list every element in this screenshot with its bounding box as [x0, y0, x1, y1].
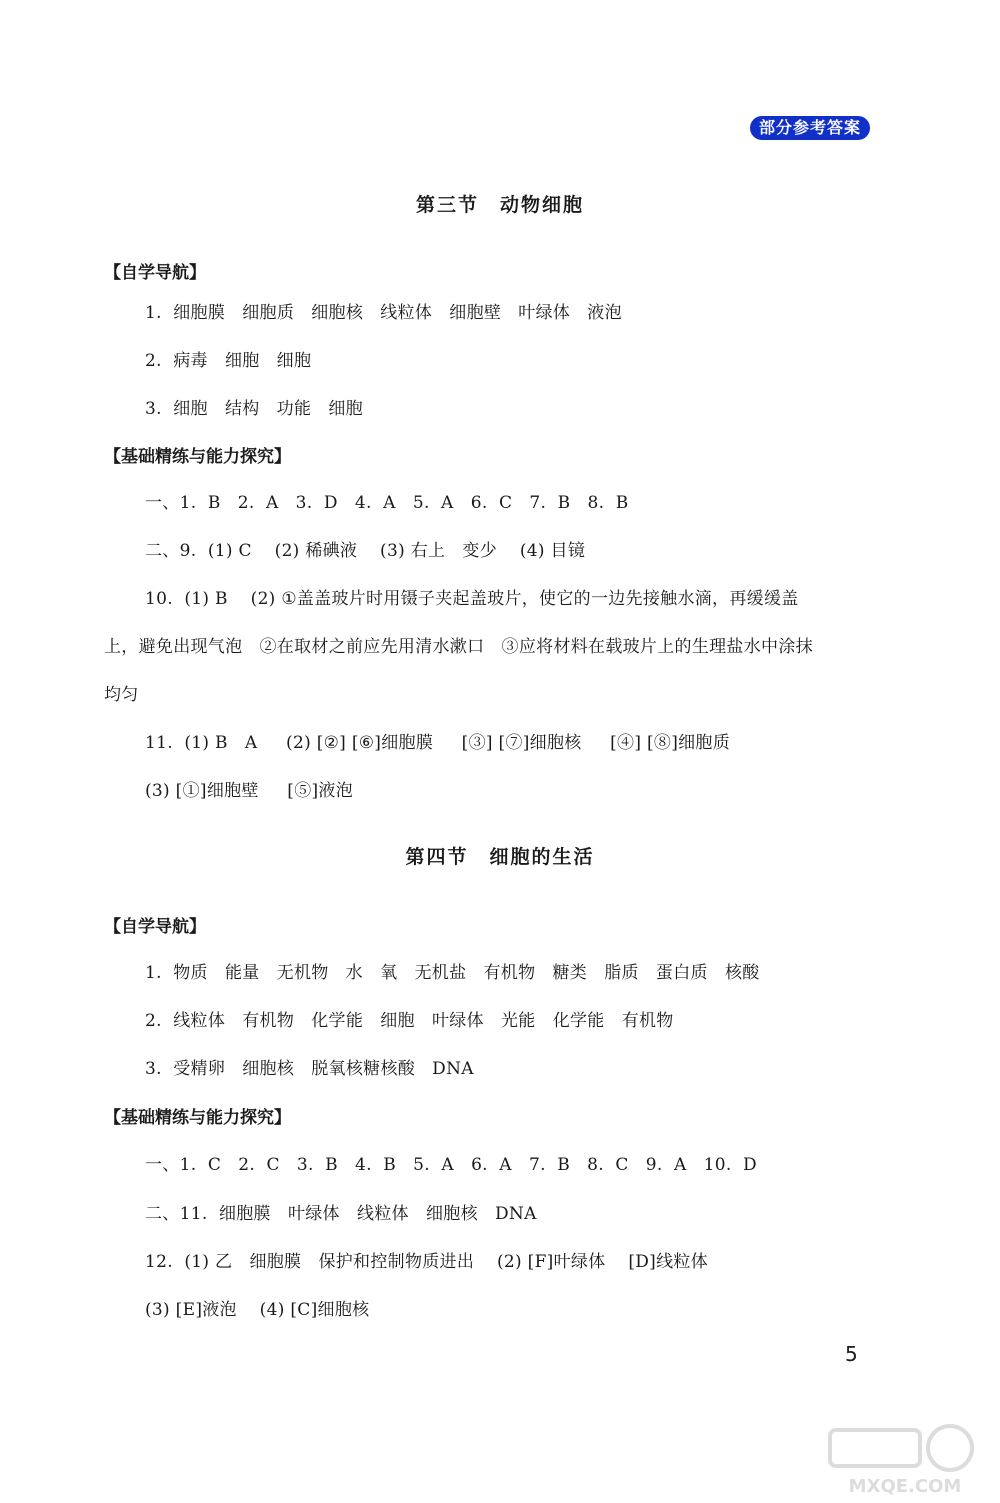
section4-practice-line-3: 12. (1) 乙 细胞膜 保护和控制物质进出 (2) [F]叶绿体 [D]线粒体 [145, 1252, 709, 1272]
section3-self-study-line-2: 2. 病毒 细胞 细胞 [145, 351, 312, 371]
section3-self-study-heading: 【自学导航】 [104, 263, 206, 283]
answer-badge: 部分参考答案 [750, 116, 870, 140]
section4-self-study-line-1: 1. 物质 能量 无机物 水 氧 无机盐 有机物 糖类 脂质 蛋白质 核酸 [145, 963, 760, 983]
watermark-text: MXQE.COM [848, 1476, 962, 1497]
watermark-logo [820, 1420, 990, 1500]
section4-practice-line-1: 一、1. C 2. C 3. B 4. B 5. A 6. A 7. B 8. C 9. A 10. D [145, 1155, 757, 1175]
section4-title: 第四节 细胞的生活 [405, 846, 595, 868]
section3-practice-line-5: 均匀 [104, 685, 139, 705]
section4-self-study-line-3: 3. 受精卵 细胞核 脱氧核糖核酸 DNA [145, 1059, 474, 1079]
section3-practice-heading: 【基础精练与能力探究】 [104, 447, 291, 467]
section4-practice-line-4: (3) [E]液泡 (4) [C]细胞核 [145, 1300, 370, 1320]
section3-self-study-line-1: 1. 细胞膜 细胞质 细胞核 线粒体 细胞壁 叶绿体 液泡 [145, 303, 622, 323]
section4-practice-line-2: 二、11. 细胞膜 叶绿体 线粒体 细胞核 DNA [145, 1204, 537, 1224]
section4-practice-heading: 【基础精练与能力探究】 [104, 1108, 291, 1128]
section3-practice-line-2: 二、9. (1) C (2) 稀碘液 (3) 右上 变少 (4) 目镜 [145, 541, 586, 561]
section3-practice-line-7: (3) [①]细胞壁 [⑤]液泡 [145, 781, 354, 801]
section3-title: 第三节 动物细胞 [415, 194, 584, 216]
page-number: 5 [845, 1342, 858, 1366]
section3-practice-line-1: 一、1. B 2. A 3. D 4. A 5. A 6. C 7. B 8. B [145, 493, 629, 513]
section4-self-study-heading: 【自学导航】 [104, 917, 206, 937]
section3-practice-line-3: 10. (1) B (2) ①盖盖玻片时用镊子夹起盖玻片，使它的一边先接触水滴，再缓缓盖 [145, 589, 799, 609]
section3-practice-line-4: 上，避免出现气泡 ②在取材之前应先用清水漱口 ③应将材料在载玻片上的生理盐水中涂抹 [104, 637, 813, 657]
section3-practice-line-6: 11. (1) B A (2) [②] [⑥]细胞膜 [③] [⑦]细胞核 [④] [⑧]细胞质 [145, 733, 731, 753]
section3-self-study-line-3: 3. 细胞 结构 功能 细胞 [145, 399, 363, 419]
section4-self-study-line-2: 2. 线粒体 有机物 化学能 细胞 叶绿体 光能 化学能 有机物 [145, 1011, 674, 1031]
